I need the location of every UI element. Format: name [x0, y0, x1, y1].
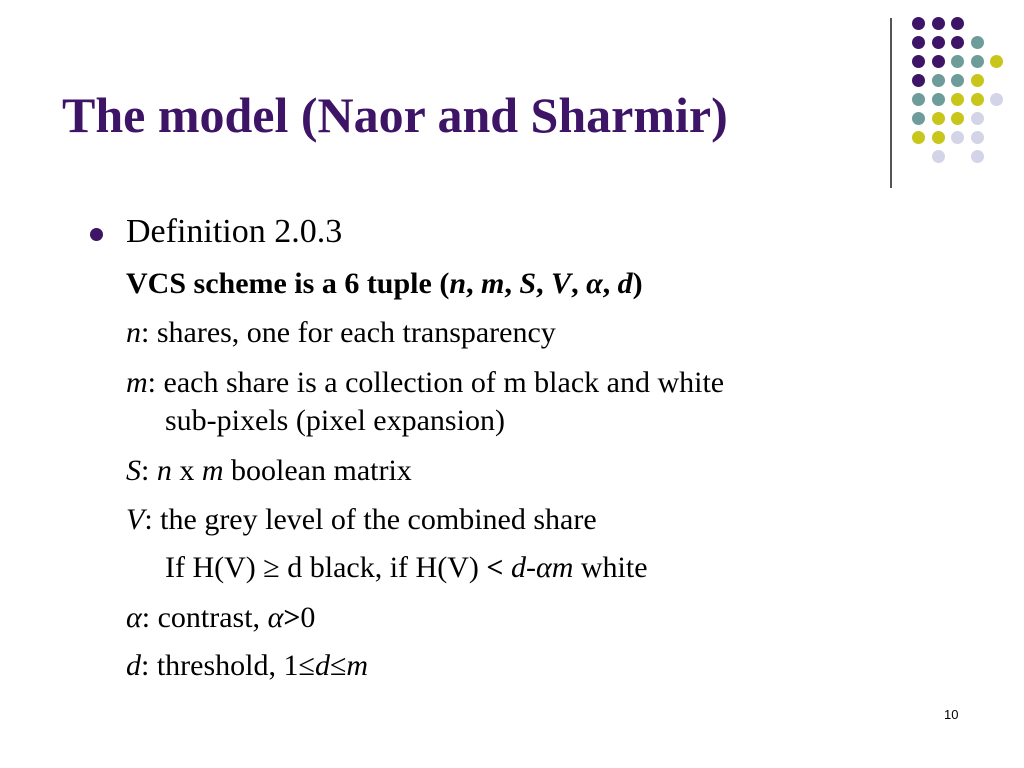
decorative-dot: [912, 131, 925, 144]
decorative-dot: [971, 74, 984, 87]
m-definition: [126, 366, 724, 401]
decorative-dot: [951, 93, 964, 106]
tuple-m: m: [481, 267, 505, 300]
tuple-line: [126, 267, 643, 302]
alpha-definition: [126, 601, 315, 636]
decorative-dot: [932, 36, 945, 49]
tuple-sep: ,: [466, 267, 482, 300]
decorative-dot: [912, 93, 925, 106]
d-definition: [126, 649, 368, 684]
page-number: 10: [944, 707, 959, 722]
m-description: : each share is a collection of m black and white: [147, 366, 725, 399]
decorative-dot: [971, 131, 984, 144]
slide-title: The model (Naor and Sharmir): [62, 87, 728, 143]
decorative-dot: [912, 112, 925, 125]
less-than-symbol: <: [486, 551, 504, 584]
d-symbol: d: [126, 649, 141, 682]
decorative-dot: [912, 36, 925, 49]
decorative-dot: [971, 112, 984, 125]
v-symbol: V: [126, 503, 145, 536]
decorative-dot: [951, 131, 964, 144]
n-symbol: n: [126, 316, 141, 349]
decorative-dot: [971, 36, 984, 49]
decorative-dot: [971, 150, 984, 163]
d-symbol-2: d: [314, 649, 330, 682]
decorative-dot: [971, 93, 984, 106]
bullet-icon: [90, 228, 103, 241]
decorative-dot: [932, 55, 945, 68]
tuple-n: n: [449, 267, 467, 300]
d-alpha-m: d-αm: [510, 551, 574, 584]
tuple-prefix: VCS scheme is a 6 tuple (: [126, 267, 450, 300]
white-text: white: [573, 551, 648, 584]
decorative-dot: [990, 55, 1003, 68]
if-text: If H(V) ≥ d black, if H(V): [165, 551, 487, 584]
tuple-s: S: [519, 267, 537, 300]
zero-value: 0: [300, 601, 316, 634]
s-times: x: [171, 454, 202, 487]
s-symbol: S: [126, 454, 141, 487]
s-n: n: [156, 454, 172, 487]
tuple-sep: ,: [571, 267, 587, 300]
decorative-dot: [932, 112, 945, 125]
v-description: : the grey level of the combined share: [144, 503, 597, 536]
decorative-dot: [912, 17, 925, 30]
m-symbol: m: [126, 366, 148, 399]
n-description: : shares, one for each transparency: [141, 316, 556, 349]
s-definition: [126, 454, 412, 489]
s-description: boolean matrix: [223, 454, 412, 487]
m-definition-continued: sub-pixels (pixel expansion): [165, 404, 505, 437]
tuple-d: d: [617, 267, 633, 300]
decorative-dot: [932, 150, 945, 163]
decorative-dot: [912, 74, 925, 87]
alpha-symbol: α: [126, 601, 142, 634]
decorative-dot: [951, 112, 964, 125]
decorative-dot: [932, 131, 945, 144]
decorative-dot: [951, 55, 964, 68]
n-definition: [126, 316, 556, 351]
decorative-dot: [990, 93, 1003, 106]
tuple-alpha: α: [586, 267, 603, 300]
decorative-vertical-rule: [890, 18, 892, 188]
decorative-dot: [912, 55, 925, 68]
m-symbol-2: m: [346, 649, 369, 682]
s-m: m: [201, 454, 224, 487]
decorative-dot: [951, 74, 964, 87]
tuple-suffix: ): [632, 267, 643, 300]
tuple-sep: ,: [536, 267, 552, 300]
tuple-sep: ,: [504, 267, 520, 300]
le-symbol: ≤: [329, 649, 347, 682]
definition-heading: Definition 2.0.3: [126, 213, 343, 250]
decorative-dot: [932, 74, 945, 87]
decorative-dot: [951, 17, 964, 30]
s-colon: :: [141, 454, 157, 487]
tuple-v: V: [551, 267, 572, 300]
decorative-dot: [932, 17, 945, 30]
decorative-dot: [932, 93, 945, 106]
d-description: : threshold, 1≤: [141, 649, 315, 682]
decorative-dot: [951, 36, 964, 49]
tuple-sep: ,: [602, 267, 618, 300]
alpha-description: : contrast,: [141, 601, 268, 634]
greater-than-symbol: >: [283, 601, 301, 634]
threshold-condition: [126, 551, 648, 586]
alpha-symbol-2: α: [267, 601, 284, 634]
v-definition: [126, 503, 597, 538]
decorative-dot: [971, 55, 984, 68]
